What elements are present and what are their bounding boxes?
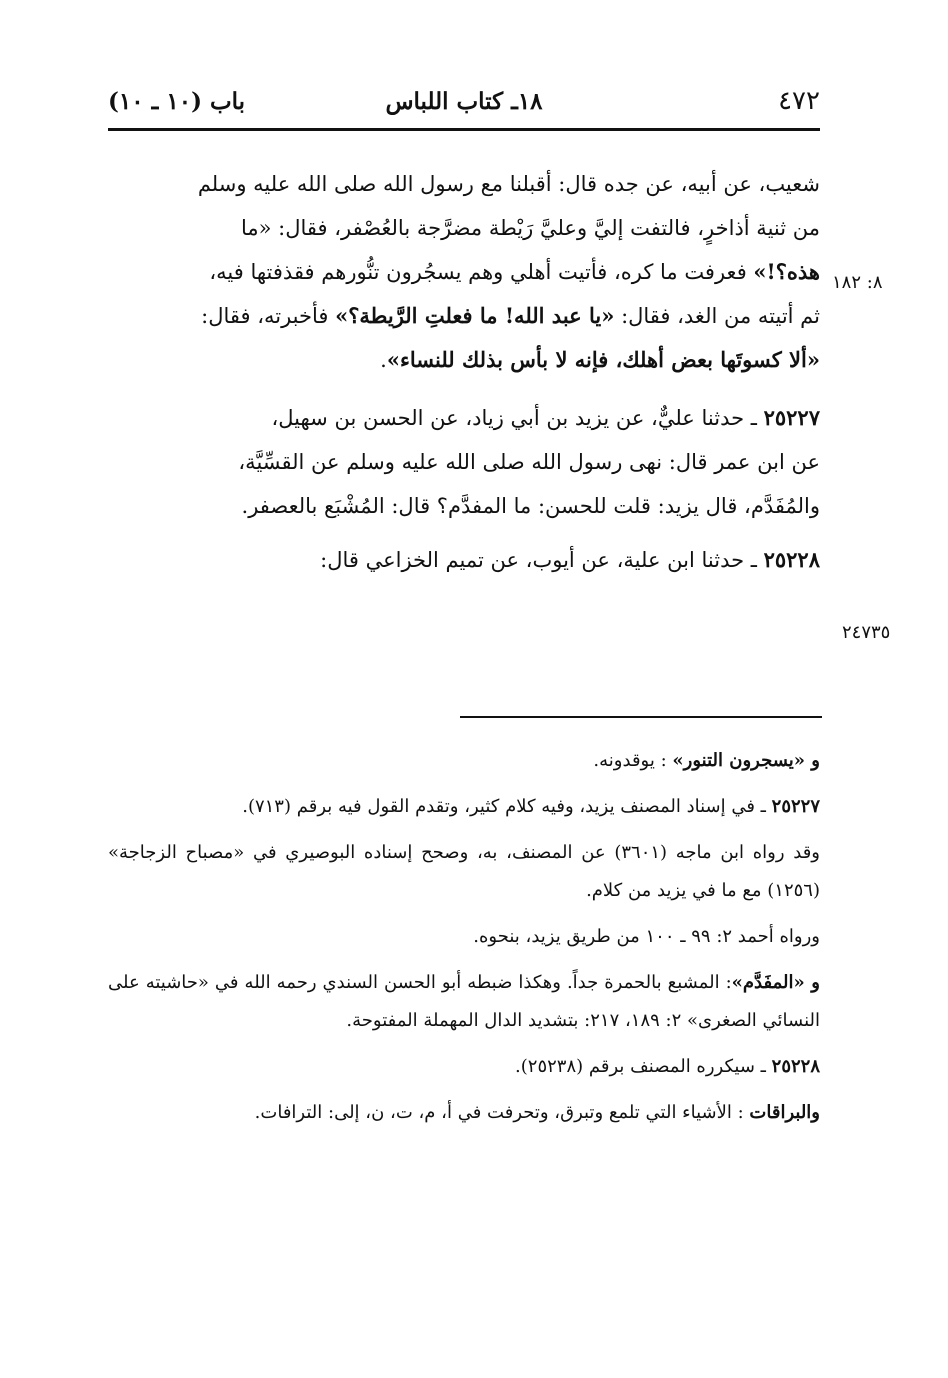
text-line: شعيب، عن أبيه، عن جده قال: أقبلنا مع رسول الله صلى الله عليه وسلم <box>197 172 820 196</box>
hadith-paragraph <box>108 538 820 582</box>
text-segment: فعرفت ما كره، فأتيت أهلي وهم يسجُرون تنُّورهم فقذفتها فيه، <box>209 260 754 284</box>
text-segment: . <box>380 348 387 372</box>
text-segment: ـ حدثنا ابن علية، عن أيوب، عن تميم الخزاعي قال: <box>320 548 764 572</box>
text-segment: ـ حدثنا عليٌّ، عن يزيد بن أبي زياد، عن الحسن بن سهيل، <box>271 406 764 430</box>
text-segment: فأخبرته، فقال: <box>201 304 336 328</box>
footnote-text: : يوقدونه. <box>593 750 667 771</box>
footnote-number: ٢٥٢٢٨ <box>771 1056 820 1077</box>
page-number: ٤٧٢ <box>778 86 820 116</box>
margin-reference: ٨: ١٨٢ <box>832 272 883 293</box>
footnote-text: : المشبع بالحمرة جداً. وهكذا ضبطه أبو الحسن السندي رحمه الله في «حاشيته على النسائي الصغرى» ٢: ١٨٩، ٢١٧: بتشديد الدال المهملة المفتوحة. <box>108 972 820 1031</box>
margin-reference: ٢٤٧٣٥ <box>842 622 891 643</box>
text-line: من ثنية أذاخرٍ، فالتفت إليَّ وعليَّ رَيْطة مضرَّجة بالعُصْفر، فقال: «ما <box>240 216 820 240</box>
chapter-label: باب (١٠ ـ ١٠) <box>108 88 246 115</box>
text-line <box>108 250 820 294</box>
footnote <box>108 964 820 1040</box>
header-rule <box>108 128 820 131</box>
hadith-number: ٢٥٢٢٧ <box>763 405 820 430</box>
footnote-term: و «المفَدَّم» <box>731 972 820 993</box>
text-line <box>108 338 820 382</box>
footnote-number: ٢٥٢٢٧ <box>771 796 820 817</box>
text-line <box>108 538 820 582</box>
footnotes <box>108 742 820 1140</box>
text-segment: ثم أتيته من الغد، فقال: <box>614 304 820 328</box>
text-line <box>108 294 820 338</box>
footnote-term: و «يسجرون التنور» <box>672 750 820 771</box>
hadith-number: ٢٥٢٢٨ <box>763 547 820 572</box>
quote-bold: هذه؟!» <box>753 259 820 284</box>
text-line: عن ابن عمر قال: نهى رسول الله صلى الله عليه وسلم عن القسِّيَّة، <box>238 450 820 474</box>
footnote <box>108 788 820 826</box>
page-header <box>108 86 820 126</box>
text-line: والمُفَدَّم، قال يزيد: قلت للحسن: ما المفدَّم؟ قال: المُشْبَع بالعصفر. <box>241 494 820 518</box>
quote-bold: «ألا كسوتَها بعض أهلك، فإنه لا بأس بذلك للنساء» <box>386 347 820 372</box>
footnote-text: ـ في إسناد المصنف يزيد، وفيه كلام كثير، وتقدم القول فيه برقم (٧١٣). <box>242 796 772 817</box>
footnote <box>108 1048 820 1086</box>
hadith-paragraph <box>108 396 820 528</box>
main-text <box>108 162 820 582</box>
footnote-rule <box>460 716 822 718</box>
quote-bold: «يا عبد الله! ما فعلتِ الرَّيطة؟» <box>335 303 615 328</box>
footnote: وقد رواه ابن ماجه (٣٦٠١) عن المصنف، به، وصحح إسناده البوصيري في «مصباح الزجاجة» (١٢٥٦) مع ما في يزيد من كلام. <box>108 842 820 901</box>
footnote-text: ـ سيكرره المصنف برقم (٢٥٢٣٨). <box>515 1056 772 1077</box>
footnote: ورواه أحمد ٢: ٩٩ ـ ١٠٠ من طريق يزيد، بنحوه. <box>473 926 820 947</box>
footnote <box>108 1094 820 1132</box>
footnote-text: : الأشياء التي تلمع وتبرق، وتحرفت في أ، م، ت، ن، إلى: الترافات. <box>254 1102 744 1123</box>
footnote-term: والبراقات <box>749 1102 820 1123</box>
text-line <box>108 396 820 440</box>
footnote <box>108 742 820 780</box>
hadith-paragraph <box>108 162 820 382</box>
book-title: ١٨ـ كتاب اللباس <box>385 88 543 115</box>
